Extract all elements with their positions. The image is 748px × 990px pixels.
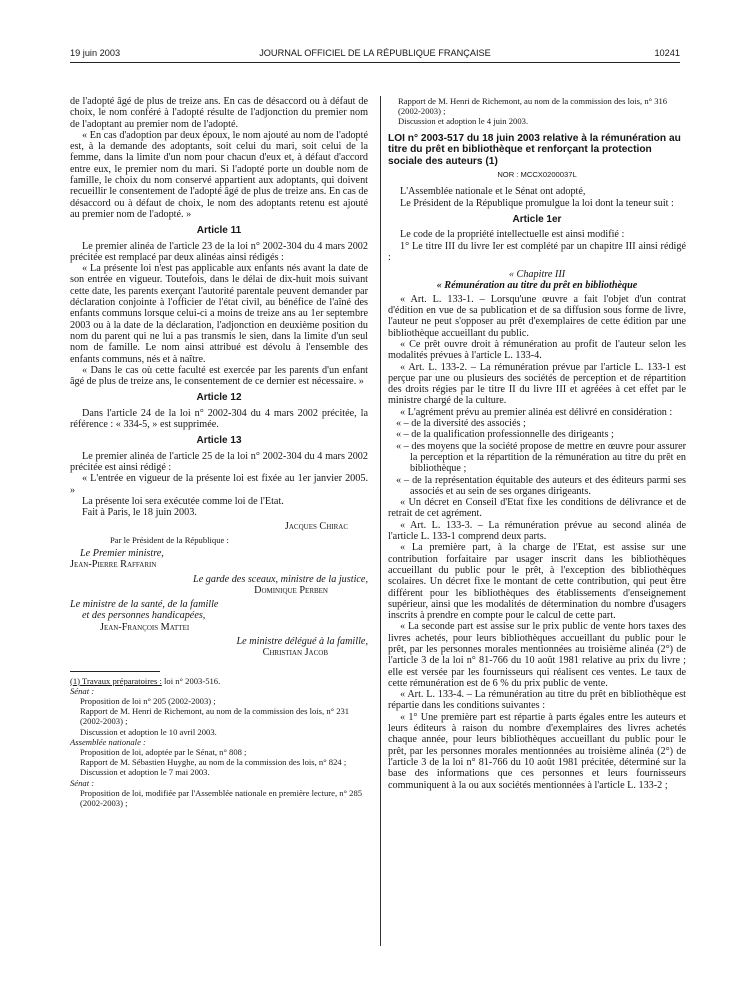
signature-note: Par le Président de la République : [110,534,229,545]
article-heading: Article 11 [196,225,242,237]
header-date: 19 juin 2003 [70,48,121,58]
column-divider [380,96,381,946]
paragraph: « Art. L. 133-2. – La rémunération prévue par l'article L. 133-1 est perçue par une ou plusieurs des sociétés de perception et de répartition des droits régies par le titre II du livre III et agréées à cet effet par le ministre chargé de la culture. [388,361,686,407]
justice-title: Le garde des sceaux, ministre de la justice, [193,573,368,585]
pm-name: Jean-Pierre Raffarin [70,559,157,571]
paragraph: 1° Le titre III du livre Ier est complété par un chapitre III ainsi rédigé : [388,240,686,263]
sante-name: Jean-François Mattei [100,621,190,633]
footnote-line: Proposition de loi, adoptée par le Sénat, n° 808 ; [80,747,247,758]
footnote-line: Rapport de M. Henri de Richemont, au nom de la commission des lois, n° 231 (2002-2003) ; [80,706,350,727]
chapter-heading: « Chapitre III [508,269,566,281]
paragraph: « Un décret en Conseil d'Etat fixe les conditions de délivrance et de retrait de cet agrément. [388,497,686,520]
paragraph: « 1° Une première part est répartie à parts égales entre les auteurs et leurs éditeurs à raison du nombre d'exemplaires des livres achetés chaque année, pour leurs bibliothèques accueillant du public pour le prêt, par les personnes morales mentionnées au troisième alinéa (2°) de l'article 3 de la loi n° 81-766 du 10 août 1981 précitée, déterminé sur la base des informations que ces personnes et leurs fournisseurs communiquent à la ou aux sociétés mentionnées à l'article L. 133-2 ; [388,711,686,791]
left-column [70,96,368,808]
law-title: LOI n° 2003-517 du 18 juin 2003 relative à la rémunération au titre du prêt en bibliothèque et renforçant la protection sociale des auteurs (1) [388,132,681,167]
list-item: « – de la diversité des associés ; [396,418,526,430]
article-heading: Article 13 [196,435,242,447]
footnote-label: (1) Travaux préparatoires : [70,675,162,686]
page-header [70,48,680,62]
footnote-label-rest: loi n° 2003-516. [161,675,221,686]
paragraph: Le Président de la République promulgue la loi dont la teneur suit : [400,197,674,209]
paragraph: « La première part, à la charge de l'Etat, est assise sur une contribution forfaitaire par usager inscrit dans les bibliothèques accueillant du public pour le prêt, à l'exception des bibliothèques scolaires. Un décret fixe le montant de cette contribution, qui peut être différent pour les bibliothèques des établissements d'enseignement supérieur, ainsi que les modalités de détermination du nombre d'usagers inscrits à prendre en compte pour le calcul de cette part. [388,542,686,622]
footnote-section: Assemblée nationale : [70,736,146,747]
paragraph: L'Assemblée nationale et le Sénat ont adopté, [400,186,586,198]
right-column [388,96,686,791]
footnote-section: Sénat : [70,685,95,696]
header-journal-title: JOURNAL OFFICIEL DE LA RÉPUBLIQUE FRANÇAISE [259,48,491,58]
chapter-subheading: « Rémunération au titre du prêt en bibliothèque [436,280,638,292]
footnote-line: Proposition de loi, modifiée par l'Assemblée nationale en première lecture, n° 285 (2002-2003) ; [80,787,363,809]
paragraph: de l'adopté âgé de plus de treize ans. En cas de désaccord ou à défaut de choix, le nom conféré à l'adopté résulte de l'adjonction du premier nom de l'adoptant au premier nom de l'adopté. [70,96,368,130]
paragraph: « La seconde part est assise sur le prix public de vente hors taxes des livres achetés, pour leurs bibliothèques accueillant du public pour le prêt, par les personnes morales mentionnées au troisième alinéa (2°) de l'article 3 de la loi n° 81-766 du 10 août 1981 relative au prix du livre ; elle est versée par les fournisseurs qui réalisent ces ventes. Le taux de cette rémunération est de 6 % du prix public de vente. [388,621,686,689]
paragraph: « Ce prêt ouvre droit à rémunération au profit de l'auteur selon les modalités prévues à l'article L. 133-4. [388,338,686,362]
paragraph: « Dans le cas où cette faculté est exercée par les parents d'un enfant âgé de plus de treize ans, le consentement de ce dernier est nécessaire. » [70,364,368,388]
sante-title-line1: Le ministre de la santé, de la famille [70,599,219,611]
footnote-line: Rapport de M. Sébastien Huyghe, au nom de la commission des lois, n° 824 ; [80,757,347,768]
nor-reference: NOR : MCCX0200037L [497,170,577,180]
sante-title-line2: et des personnes handicapées, [82,610,206,622]
footnote-line: Rapport de M. Henri de Richemont, au nom de la commission des lois, n° 316 (2002-2003) ; [398,96,668,117]
paragraph: « Art. L. 133-3. – La rémunération prévue au second alinéa de l'article L. 133-1 comprend deux parts. [388,519,686,543]
article-heading: Article 12 [196,392,242,404]
paragraph: La présente loi sera exécutée comme loi de l'Etat. [82,495,284,507]
paragraph: « En cas d'adoption par deux époux, le nom ajouté au nom de l'adopté est, à la demande des adoptants, soit celui du mari, soit celui de la femme, dans la limite d'un nom pour chacun d'eux et, à défaut d'accord entre eux, le premier nom du mari. Si l'adopté porte un double nom de famille, le choix du nom conservé appartient aux adoptants, qui doivent recueillir le consentement de l'adopté âgé de plus de treize ans. En cas de désaccord ou à défaut de choix, le nom des adoptants retenu est ajouté au premier nom de l'adopté. » [70,129,368,220]
paragraph: Le premier alinéa de l'article 23 de la loi n° 2002-304 du 4 mars 2002 précitée est remplacé par deux alinéas ainsi rédigés : [70,240,368,263]
justice-name: Dominique Perben [254,584,328,596]
paragraph: « L'agrément prévu au premier alinéa est délivré en considération : [400,406,673,418]
paragraph: Le code de la propriété intellectuelle est ainsi modifié : [400,229,625,241]
list-item: « – de la qualification professionnelle des dirigeants ; [396,429,614,441]
paragraph: Fait à Paris, le 18 juin 2003. [82,507,197,519]
paragraph: Le premier alinéa de l'article 25 de la loi n° 2002-304 du 4 mars 2002 précitée est ainsi rédigé : [70,450,368,473]
footnote-line: Discussion et adoption le 10 avril 2003. [80,726,217,737]
paragraph: Dans l'article 24 de la loi n° 2002-304 du 4 mars 2002 précitée, la référence : « 334-5, » est supprimée. [70,407,368,431]
list-item: « – des moyens que la société propose de mettre en œuvre pour assurer la perception et la répartition de la rémunération au titre du prêt en bibliothèque ; [396,440,686,475]
paragraph: « L'entrée en vigueur de la présente loi est fixée au 1er janvier 2005. » [70,473,368,496]
footnote-line: Proposition de loi n° 205 (2002-2003) ; [80,696,216,707]
paragraph: « Art. L. 133-4. – La rémunération au titre du prêt en bibliothèque est répartie dans les conditions suivantes : [388,689,686,712]
paragraph: « La présente loi n'est pas applicable aux enfants nés avant la date de son entrée en vigueur. Toutefois, dans le délai de dix-huit mois suivant cette date, les parents exerçant l'autorité parentale peuvent demander par déclaration conjointe à l'officier de l'état civil, au bénéfice de l'aîné des enfants communs lorsque celui-ci a moins de treize ans au 1er septembre 2003 ou à la date de la déclaration, l'adjonction en deuxième position du nom du parent qui ne lui a pas transmis le sien, dans la limite d'un seul nom de famille. Le nom ainsi attribué est dévolu à l'ensemble des enfants communs, nés et à naître. [70,263,368,365]
footnote-line: Discussion et adoption le 4 juin 2003. [398,116,529,127]
list-item: « – de la représentation équitable des auteurs et des éditeurs parmi ses associés et au sein de ses organes dirigeants. [396,474,686,497]
famille-title: Le ministre délégué à la famille, [236,636,368,648]
header-rule [70,62,680,63]
footnote-section: Sénat : [70,777,95,788]
famille-name: Christian Jacob [262,647,328,659]
footnote-title [70,676,368,686]
signature-president: Jacques Chirac [284,521,348,533]
header-page-number: 10241 [654,48,680,58]
article-heading: Article 1er [512,214,562,225]
pm-title: Le Premier ministre, [80,547,164,559]
footnote-line: Discussion et adoption le 7 mai 2003. [80,767,210,778]
paragraph: « Art. L. 133-1. – Lorsqu'une œuvre a fait l'objet d'un contrat d'édition en vue de sa publication et de sa diffusion sous forme de livre, l'auteur ne peut s'opposer au prêt d'exemplaires de cette édition par une bibliothèque accueillant du public. [388,293,686,339]
footnote-rule [70,671,160,672]
